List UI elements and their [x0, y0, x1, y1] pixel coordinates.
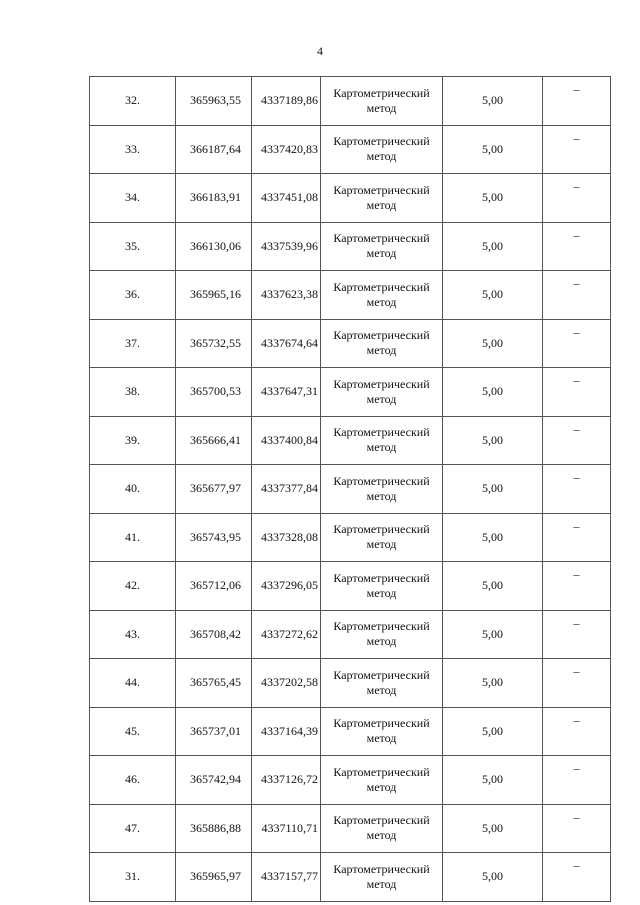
coordinate-y-cell: 4337451,08 — [252, 174, 321, 223]
coordinate-x-cell: 365965,97 — [176, 853, 252, 902]
note-cell: – — [543, 707, 611, 756]
accuracy-cell: 5,00 — [443, 416, 543, 465]
point-number-cell: 34. — [90, 174, 176, 223]
coordinate-x-cell: 365743,95 — [176, 513, 252, 562]
coordinate-y-cell: 4337400,84 — [252, 416, 321, 465]
coordinate-x-cell: 365965,16 — [176, 271, 252, 320]
accuracy-cell: 5,00 — [443, 853, 543, 902]
accuracy-cell: 5,00 — [443, 77, 543, 126]
accuracy-cell: 5,00 — [443, 465, 543, 514]
method-line-1: Картометрический — [333, 667, 430, 682]
point-number-cell: 32. — [90, 77, 176, 126]
method-cell — [321, 174, 443, 223]
method-line-1: Картометрический — [333, 861, 430, 876]
method-cell — [321, 465, 443, 514]
table-row — [90, 77, 611, 126]
note-cell: – — [543, 659, 611, 708]
coordinate-y-cell: 4337674,64 — [252, 319, 321, 368]
method-line-2: метод — [366, 682, 397, 697]
method-line-2: метод — [366, 876, 397, 891]
method-line-2: метод — [366, 391, 397, 406]
coordinate-x-cell: 365666,41 — [176, 416, 252, 465]
coordinate-y-cell: 4337377,84 — [252, 465, 321, 514]
point-number-cell: 41. — [90, 513, 176, 562]
coordinate-x-cell: 365677,97 — [176, 465, 252, 514]
note-cell: – — [543, 513, 611, 562]
coordinate-x-cell: 365886,88 — [176, 804, 252, 853]
coordinate-y-cell: 4337164,39 — [252, 707, 321, 756]
method-line-1: Картометрический — [333, 134, 430, 149]
table-row — [90, 222, 611, 271]
method-line-1: Картометрический — [333, 619, 430, 634]
accuracy-cell: 5,00 — [443, 756, 543, 805]
coordinate-y-cell: 4337189,86 — [252, 77, 321, 126]
accuracy-cell: 5,00 — [443, 319, 543, 368]
method-cell — [321, 513, 443, 562]
table-row — [90, 853, 611, 902]
point-number-cell: 36. — [90, 271, 176, 320]
coordinate-x-cell: 365765,45 — [176, 659, 252, 708]
method-line-2: метод — [366, 149, 397, 164]
point-number-cell: 42. — [90, 562, 176, 611]
method-line-1: Картометрический — [333, 85, 430, 100]
point-number-cell: 43. — [90, 610, 176, 659]
method-line-2: метод — [366, 731, 397, 746]
table-row — [90, 610, 611, 659]
note-cell: – — [543, 368, 611, 417]
point-number-cell: 33. — [90, 125, 176, 174]
coordinate-y-cell: 4337420,83 — [252, 125, 321, 174]
method-line-1: Картометрический — [333, 473, 430, 488]
coordinate-x-cell: 365742,94 — [176, 756, 252, 805]
note-cell: – — [543, 610, 611, 659]
method-line-1: Картометрический — [333, 522, 430, 537]
coordinate-y-cell: 4337126,72 — [252, 756, 321, 805]
accuracy-cell: 5,00 — [443, 368, 543, 417]
method-cell — [321, 853, 443, 902]
method-line-2: метод — [366, 537, 397, 552]
method-cell — [321, 804, 443, 853]
method-line-1: Картометрический — [333, 764, 430, 779]
method-line-2: метод — [366, 634, 397, 649]
coordinate-x-cell: 365732,55 — [176, 319, 252, 368]
point-number-cell: 44. — [90, 659, 176, 708]
method-cell — [321, 610, 443, 659]
method-cell — [321, 77, 443, 126]
accuracy-cell: 5,00 — [443, 610, 543, 659]
table-row — [90, 319, 611, 368]
method-cell — [321, 125, 443, 174]
method-cell — [321, 319, 443, 368]
method-cell — [321, 562, 443, 611]
note-cell: – — [543, 319, 611, 368]
coordinate-y-cell: 4337647,31 — [252, 368, 321, 417]
coordinates-table — [89, 76, 611, 902]
coordinate-x-cell: 366183,91 — [176, 174, 252, 223]
method-line-2: метод — [366, 440, 397, 455]
note-cell: – — [543, 853, 611, 902]
coordinates-table-body — [90, 77, 611, 902]
accuracy-cell: 5,00 — [443, 513, 543, 562]
method-cell — [321, 416, 443, 465]
note-cell: – — [543, 174, 611, 223]
coordinate-x-cell: 365700,53 — [176, 368, 252, 417]
point-number-cell: 31. — [90, 853, 176, 902]
method-cell — [321, 756, 443, 805]
point-number-cell: 37. — [90, 319, 176, 368]
table-row — [90, 513, 611, 562]
method-line-2: метод — [366, 100, 397, 115]
method-line-2: метод — [366, 294, 397, 309]
point-number-cell: 38. — [90, 368, 176, 417]
accuracy-cell: 5,00 — [443, 707, 543, 756]
coordinate-x-cell: 366187,64 — [176, 125, 252, 174]
coordinate-y-cell: 4337623,38 — [252, 271, 321, 320]
accuracy-cell: 5,00 — [443, 562, 543, 611]
accuracy-cell: 5,00 — [443, 804, 543, 853]
coordinate-y-cell: 4337272,62 — [252, 610, 321, 659]
accuracy-cell: 5,00 — [443, 125, 543, 174]
note-cell: – — [543, 222, 611, 271]
page-number: 4 — [317, 44, 323, 58]
point-number-cell: 40. — [90, 465, 176, 514]
method-line-2: метод — [366, 585, 397, 600]
table-row — [90, 804, 611, 853]
method-line-1: Картометрический — [333, 570, 430, 585]
method-line-1: Картометрический — [333, 182, 430, 197]
note-cell: – — [543, 756, 611, 805]
table-row — [90, 368, 611, 417]
accuracy-cell: 5,00 — [443, 659, 543, 708]
accuracy-cell: 5,00 — [443, 271, 543, 320]
note-cell: – — [543, 416, 611, 465]
note-cell: – — [543, 804, 611, 853]
coordinate-y-cell: 4337157,77 — [252, 853, 321, 902]
coordinate-x-cell: 365712,06 — [176, 562, 252, 611]
coordinate-x-cell: 365963,55 — [176, 77, 252, 126]
method-line-2: метод — [366, 779, 397, 794]
note-cell: – — [543, 465, 611, 514]
point-number-cell: 35. — [90, 222, 176, 271]
table-row — [90, 125, 611, 174]
coordinate-x-cell: 366130,06 — [176, 222, 252, 271]
table-row — [90, 756, 611, 805]
table-row — [90, 465, 611, 514]
point-number-cell: 47. — [90, 804, 176, 853]
method-cell — [321, 368, 443, 417]
note-cell: – — [543, 562, 611, 611]
table-row — [90, 659, 611, 708]
point-number-cell: 46. — [90, 756, 176, 805]
accuracy-cell: 5,00 — [443, 174, 543, 223]
coordinate-y-cell: 4337296,05 — [252, 562, 321, 611]
method-line-2: метод — [366, 488, 397, 503]
method-line-2: метод — [366, 343, 397, 358]
method-cell — [321, 222, 443, 271]
method-line-1: Картометрический — [333, 328, 430, 343]
table-row — [90, 707, 611, 756]
accuracy-cell: 5,00 — [443, 222, 543, 271]
method-cell — [321, 271, 443, 320]
note-cell: – — [543, 77, 611, 126]
method-line-2: метод — [366, 246, 397, 261]
point-number-cell: 39. — [90, 416, 176, 465]
point-number-cell: 45. — [90, 707, 176, 756]
method-line-1: Картометрический — [333, 716, 430, 731]
method-line-1: Картометрический — [333, 231, 430, 246]
coordinate-y-cell: 4337539,96 — [252, 222, 321, 271]
table-row — [90, 416, 611, 465]
method-line-2: метод — [366, 197, 397, 212]
method-cell — [321, 659, 443, 708]
coordinate-x-cell: 365708,42 — [176, 610, 252, 659]
method-line-1: Картометрический — [333, 376, 430, 391]
method-cell — [321, 707, 443, 756]
note-cell: – — [543, 125, 611, 174]
coordinate-y-cell: 4337202,58 — [252, 659, 321, 708]
coordinate-y-cell: 4337110,71 — [252, 804, 321, 853]
note-cell: – — [543, 271, 611, 320]
method-line-1: Картометрический — [333, 813, 430, 828]
method-line-2: метод — [366, 828, 397, 843]
coordinate-x-cell: 365737,01 — [176, 707, 252, 756]
table-row — [90, 562, 611, 611]
table-row — [90, 271, 611, 320]
coordinate-y-cell: 4337328,08 — [252, 513, 321, 562]
method-line-1: Картометрический — [333, 425, 430, 440]
table-row — [90, 174, 611, 223]
method-line-1: Картометрический — [333, 279, 430, 294]
